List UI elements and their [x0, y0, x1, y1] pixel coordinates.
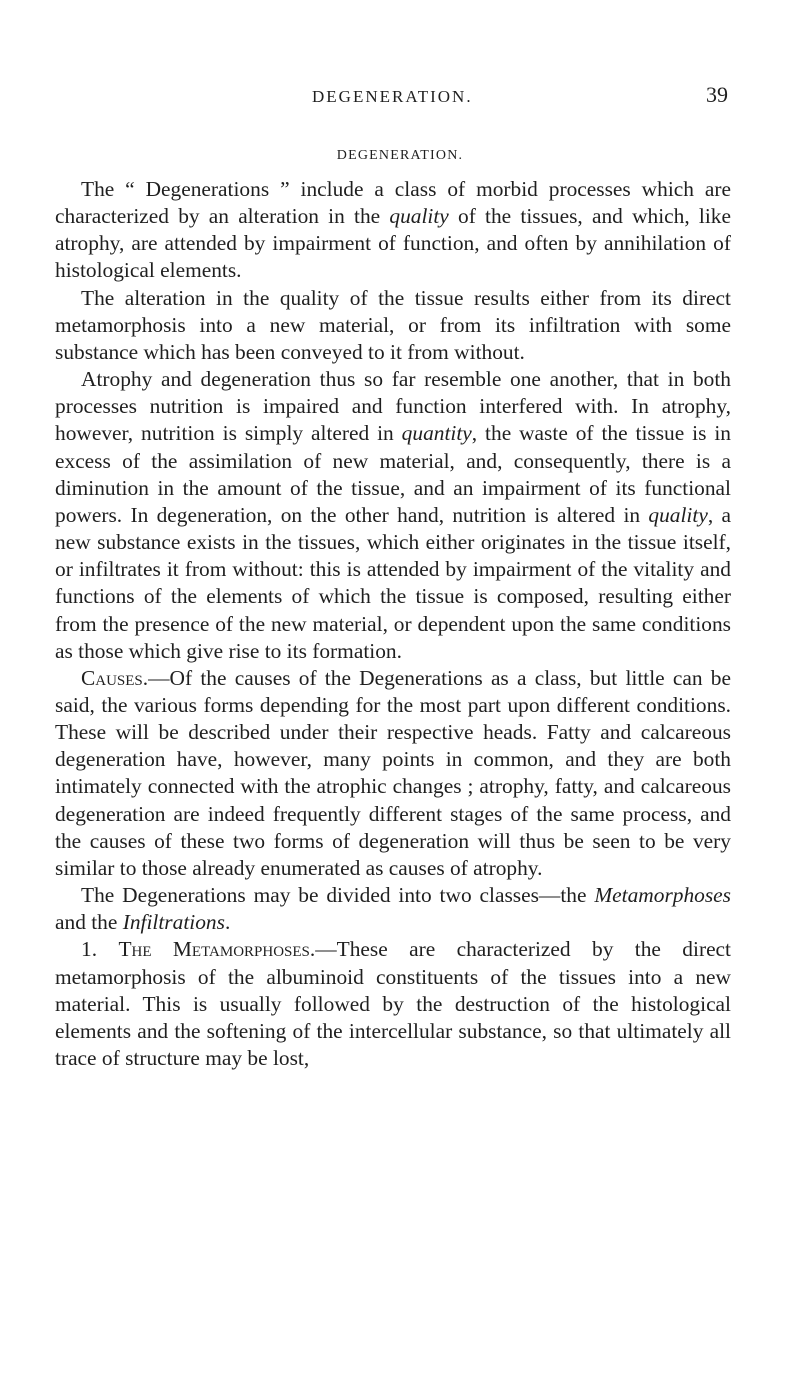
- paragraph: The alteration in the quality of the tissue results either from its direct metamorphosis into a new material, or from its infiltration with some substance which has been conveyed to it from without.: [55, 285, 731, 364]
- text-run: The Degenerations may be divided into two classes—the: [81, 883, 595, 908]
- page-number: 39: [706, 82, 728, 107]
- italic-term: Infiltrations: [122, 910, 225, 935]
- text-run: .: [224, 910, 231, 935]
- text-run: and the: [55, 910, 123, 935]
- small-caps-heading: Causes.: [81, 665, 149, 690]
- paragraph: [55, 936, 731, 1072]
- text-run: , the waste of the tissue is in excess of the assimilation of new material, and, consequently, there is a diminution in the amount of the tissue, and an impairment of its functional powers. In degeneration, on the other hand, nutrition is altered in: [55, 421, 731, 527]
- paragraph: [55, 665, 731, 882]
- text-run: 1.: [81, 937, 119, 962]
- italic-term: quantity: [401, 421, 472, 446]
- text-run: of the tissues, and which, like atrophy, are attended by impairment of function, and often by annihilation of histological elements.: [55, 204, 731, 283]
- italic-term: Metamorphoses: [594, 883, 731, 908]
- section-heading: DEGENERATION.: [336, 148, 464, 163]
- text-run: , a new substance exists in the tissues, which either originates in the tissue itself, or infiltrates it from without: this is attended by impairment of the vitality and functions of the elements of which the tissue is composed, resulting either from the presence of the new material, or dependent upon the same conditions as those which give rise to its formation.: [55, 502, 731, 663]
- italic-term: quality: [389, 204, 449, 229]
- text-run: The “ Degenerations ” include a class of morbid processes which are characterized by an alteration in the: [55, 177, 731, 229]
- running-head-title: DEGENERATION.: [312, 87, 473, 106]
- small-caps-heading: The Metamorphoses.: [118, 937, 316, 962]
- body-text: [55, 176, 731, 1072]
- italic-term: quality: [648, 502, 708, 527]
- running-head: [312, 82, 728, 111]
- text-run: —These are characterized by the direct metamorphosis of the albuminoid constituents of the tissues into a new material. This is usually followed by the destruction of the histological elements and the softening of the intercellular substance, so that ultimately all trace of structure may be lost,: [55, 937, 731, 1070]
- paragraph: [55, 176, 731, 285]
- text-run: Atrophy and degeneration thus so far resemble one another, that in both processes nutrition is impaired and function interfered with. In atrophy, however, nutrition is simply altered in: [55, 367, 731, 446]
- paragraph: [55, 882, 731, 936]
- paragraph: [55, 366, 731, 665]
- text-run: —Of the causes of the Degenerations as a class, but little can be said, the various forms depending for the most part upon different conditions. These will be described under their respective heads. Fatty and calcareous degeneration have, however, many points in common, and they are both intimately connected with the atrophic changes ; atrophy, fatty, and calcareous degeneration are indeed frequently different stages of the same process, and the causes of these two forms of degeneration will thus be seen to be very similar to those already enumerated as causes of atrophy.: [55, 665, 731, 880]
